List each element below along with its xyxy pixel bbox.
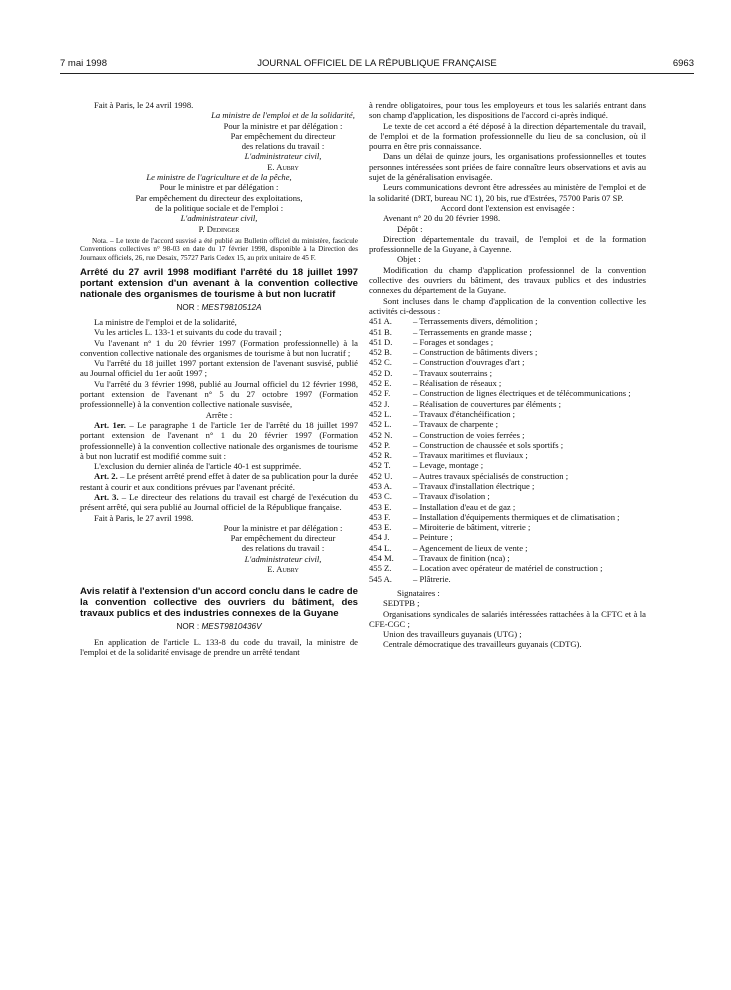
activity-item — [369, 337, 646, 347]
activity-code: 452 D. — [369, 367, 393, 378]
sig-line: L'administrateur civil, — [244, 553, 322, 564]
activity-code: 452 P. — [369, 439, 391, 450]
article-1 — [80, 420, 358, 461]
activity-label: – Agencement de lieux de vente ; — [413, 542, 528, 553]
activity-label: – Travaux d'étanchéification ; — [413, 408, 516, 419]
activity-item — [369, 430, 646, 440]
activity-item — [369, 512, 646, 522]
signature-block-2 — [80, 172, 358, 234]
signatory: Centrale démocratique des travailleurs guyanais (CDTG). — [383, 639, 582, 650]
paragraph: Vu l'arrêté du 18 juillet 1997 portant extension de l'avenant susvisé, publié au Journal officiel du 1er août 1997 ; — [80, 358, 358, 379]
activity-code: 452 R. — [369, 450, 392, 461]
article-3 — [80, 492, 358, 513]
article-text: – Le directeur des relations du travail est chargé de l'exécution du présent arrêté, qui sera publié au Journal officiel de la République française. — [80, 491, 358, 513]
nor-reference-1 — [80, 303, 358, 313]
signatory: SEDTPB ; — [383, 598, 420, 609]
article-label: Art. 2. — [94, 471, 118, 482]
activity-label: – Construction de chaussée et sols sportifs ; — [413, 439, 564, 450]
activity-item — [369, 347, 646, 357]
nota: Nota. – Le texte de l'accord susvisé a été publié au Bulletin officiel du ministère, fascicule Conventions collectives n° 98-03 en date du 17 février 1998, disponible à la Direction des Journaux officiels, 26, rue Desaix, 75727 Paris Cedex 15, au prix unitaire de 45 F. — [80, 236, 358, 263]
activity-item — [369, 327, 646, 337]
activity-label: – Travaux de charpente ; — [413, 419, 498, 430]
article-1-b: L'exclusion du dernier alinéa de l'article 40-1 est supprimée. — [94, 461, 302, 472]
activity-label: – Levage, montage ; — [413, 460, 484, 471]
depot-value: Direction départementale du travail, de l'emploi et de la formation professionnelle de la Guyane, à Cayenne. — [369, 233, 646, 255]
arrete-heading: Arrête : — [205, 409, 233, 420]
activity-label: – Miroiterie de bâtiment, vitrerie ; — [413, 522, 531, 533]
nor-label: NOR : — [176, 622, 200, 632]
activity-code: 452 L. — [369, 408, 392, 419]
sig-line: Le ministre de l'agriculture et de la pêche, — [146, 172, 292, 183]
paragraph: Dans un délai de quinze jours, les organisations professionnelles et toutes personnes intéressées sont priées de faire connaître leurs observations et avis au sujet de la généralisation envisagée. — [369, 151, 646, 183]
sig-line: de la politique sociale et de l'emploi : — [154, 202, 284, 213]
activity-code: 452 L. — [369, 419, 392, 430]
sig-line: L'administrateur civil, — [244, 151, 322, 162]
activity-label: – Travaux de finition (nca) ; — [413, 553, 510, 564]
activity-code: 451 D. — [369, 336, 393, 347]
sig-line: Pour la ministre et par délégation : — [223, 120, 343, 131]
activity-item — [369, 522, 646, 532]
signatory: Organisations syndicales de salariés intéressées rattachées à la CFTC et à la CFE-CGC ; — [369, 608, 646, 629]
activity-label: – Réalisation de réseaux ; — [413, 378, 502, 389]
activity-item — [369, 553, 646, 563]
activity-label: – Travaux d'installation électrique ; — [413, 480, 535, 491]
activity-item — [369, 502, 646, 512]
nor-code: MEST9810436V — [201, 622, 262, 632]
paragraph: Le texte de cet accord a été déposé à la direction départementale du travail, de l'emploi et de la formation professionnelle du lieu de sa conclusion, où il pourra en être pris connaissance. — [369, 120, 646, 152]
activity-label: – Travaux souterrains ; — [413, 367, 493, 378]
activity-code: 451 B. — [369, 326, 392, 337]
activity-item — [369, 471, 646, 481]
signatory: Union des travailleurs guyanais (UTG) ; — [383, 629, 522, 640]
activity-code: 453 E. — [369, 522, 392, 533]
activity-code: 454 M. — [369, 553, 394, 564]
nor-code: MEST9810512A — [201, 302, 262, 312]
signataires-label: Signataires : — [397, 587, 440, 598]
objet-value: Modification du champ d'application professionnel de la convention collective des ouvriers du bâtiment, des travaux publics et des industries connexes du département de la Guyane. — [369, 264, 646, 296]
activity-item — [369, 460, 646, 470]
activity-item — [369, 368, 646, 378]
decree-title: Arrêté du 27 avril 1998 modifiant l'arrêté du 18 juillet 1997 portant extension d'un avenant à la convention collective nationale des organismes de tourisme à but non lucratif — [80, 266, 358, 300]
article-label: Art. 1er. — [94, 419, 126, 430]
page-header — [60, 58, 694, 72]
activity-code: 454 J. — [369, 532, 390, 543]
activity-code: 452 T. — [369, 460, 391, 471]
header-page-number: 6963 — [672, 58, 694, 69]
activity-item — [369, 378, 646, 388]
activity-item — [369, 563, 646, 573]
sig-line: des relations du travail : — [241, 141, 325, 152]
paragraph: Vu l'avenant n° 1 du 20 février 1997 (Formation professionnelle) à la convention collective nationale des organismes de tourisme à but non lucratif ; — [80, 337, 358, 358]
activity-label: – Installation d'équipements thermiques et de climatisation ; — [413, 511, 620, 522]
activity-item — [369, 450, 646, 460]
activity-item — [369, 419, 646, 429]
activity-code: 452 U. — [369, 470, 393, 481]
activity-label: – Réalisation de couvertures par éléments ; — [413, 398, 561, 409]
sig-line: La ministre de l'emploi et de la solidarité, — [211, 110, 355, 121]
activity-label: – Peinture ; — [413, 532, 453, 543]
activity-code: 454 L. — [369, 542, 392, 553]
activity-code: 452 N. — [369, 429, 393, 440]
sig-name: E. Aubry — [267, 161, 299, 172]
sig-line: Pour la ministre et par délégation : — [223, 522, 343, 533]
paragraph: Sont incluses dans le champ d'application de la convention collective les activités ci-dessous : — [369, 295, 646, 316]
activity-item — [369, 399, 646, 409]
activity-code: 452 E. — [369, 378, 392, 389]
activity-code: 452 F. — [369, 388, 391, 399]
activity-item — [369, 316, 646, 326]
activity-label: – Location avec opérateur de matériel de construction ; — [413, 563, 603, 574]
signature-block-3 — [80, 523, 358, 574]
activity-label: – Construction de bâtiments divers ; — [413, 347, 538, 358]
objet-label: Objet : — [397, 254, 421, 265]
signature-block-1 — [80, 110, 358, 172]
activity-label: – Travaux maritimes et fluviaux ; — [413, 450, 528, 461]
sig-line: Par empêchement du directeur — [230, 130, 336, 141]
sig-line: L'administrateur civil, — [180, 213, 258, 224]
activity-item — [369, 574, 646, 584]
activity-list — [369, 316, 646, 584]
activity-code: 452 J. — [369, 398, 390, 409]
activity-label: – Installation d'eau et de gaz ; — [413, 501, 516, 512]
activity-item — [369, 409, 646, 419]
paragraph: En application de l'article L. 133-8 du code du travail, la ministre de l'emploi et de la solidarité envisage de prendre un arrêté tendant — [80, 636, 358, 657]
activity-code: 451 A. — [369, 316, 392, 327]
activity-label: – Travaux d'isolation ; — [413, 491, 490, 502]
notice-title: Avis relatif à l'extension d'un accord conclu dans le cadre de la convention collective des ouvriers du bâtiment, des travaux publics et des industries connexes de la Guyane — [80, 586, 358, 620]
paragraph: à rendre obligatoires, pour tous les employeurs et tous les salariés entrant dans son champ d'application, les dispositions de l'accord ci-après indiqué. — [369, 100, 646, 121]
activity-item — [369, 357, 646, 367]
activity-code: 455 Z. — [369, 563, 392, 574]
paragraph: La ministre de l'emploi et de la solidarité, — [94, 316, 237, 327]
article-text: – Le paragraphe 1 de l'article 1er de l'arrêté du 18 juillet 1997 portant extension de l'avenant n° 1 du 20 février 1997 (Formation professionnelle) à la convention collective nationale des organismes de tourisme à but non lucratif est modifié comme suit : — [80, 419, 358, 461]
activity-label: – Construction de lignes électriques et de télécommunications ; — [413, 388, 631, 399]
article-label: Art. 3. — [94, 491, 119, 502]
sig-line: Par empêchement du directeur des exploitations, — [135, 192, 303, 203]
accord-value: Avenant n° 20 du 20 février 1998. — [383, 213, 501, 224]
header-journal-title: JOURNAL OFFICIEL DE LA RÉPUBLIQUE FRANÇAISE — [257, 58, 497, 69]
sig-line: des relations du travail : — [241, 543, 325, 554]
activity-code: 453 C. — [369, 491, 392, 502]
activity-code: 545 A. — [369, 573, 392, 584]
activity-code: 453 E. — [369, 501, 392, 512]
paragraph: Vu l'arrêté du 3 février 1998, publié au Journal officiel du 12 février 1998, portant extension de l'avenant n° 5 du 27 octobre 1997 (Formation professionnelle) à la convention collective nationale susvisée, — [80, 378, 358, 410]
activity-item — [369, 388, 646, 398]
activity-item — [369, 491, 646, 501]
sig-name: P. Dedinger — [198, 223, 240, 234]
activity-code: 452 C. — [369, 357, 392, 368]
paragraph: Leurs communications devront être adressées au ministère de l'emploi et de la solidarité (DRT, bureau NC 1), 20 bis, rue d'Estrées, 75700 Paris 07 SP. — [369, 182, 646, 203]
left-column — [80, 100, 358, 657]
place-date-1: Fait à Paris, le 24 avril 1998. — [94, 100, 194, 110]
sig-line: Par empêchement du directeur — [230, 533, 336, 544]
article-2 — [80, 471, 358, 492]
activity-label: – Construction de voies ferrées ; — [413, 429, 525, 440]
activity-item — [369, 543, 646, 553]
activity-label: – Autres travaux spécialisés de construction ; — [413, 470, 569, 481]
accord-label: Accord dont l'extension est envisagée : — [440, 202, 575, 213]
depot-label: Dépôt : — [397, 223, 423, 234]
activity-label: – Terrassements en grande masse ; — [413, 326, 532, 337]
activity-label: – Forages et sondages ; — [413, 336, 494, 347]
place-date-2: Fait à Paris, le 27 avril 1998. — [94, 512, 194, 523]
header-rule — [60, 73, 694, 74]
activity-item — [369, 481, 646, 491]
nor-label: NOR : — [176, 302, 200, 312]
header-date: 7 mai 1998 — [60, 58, 108, 69]
sig-name: E. Aubry — [267, 564, 299, 575]
activity-code: 453 F. — [369, 511, 391, 522]
activity-label: – Plâtrerie. — [413, 573, 451, 584]
activity-item — [369, 532, 646, 542]
sig-line: Pour le ministre et par délégation : — [159, 182, 279, 193]
activity-label: – Terrassements divers, démolition ; — [413, 316, 538, 327]
activity-code: 452 B. — [369, 347, 392, 358]
activity-item — [369, 440, 646, 450]
activity-code: 453 A. — [369, 480, 392, 491]
article-text: – Le présent arrêté prend effet à dater de sa publication pour la durée restant à courir et aux conditions prévues par l'avenant précité. — [80, 471, 359, 492]
activity-label: – Construction d'ouvrages d'art ; — [413, 357, 525, 368]
nor-reference-2 — [80, 622, 358, 632]
right-column — [369, 100, 646, 650]
paragraph: Vu les articles L. 133-1 et suivants du code du travail ; — [94, 327, 282, 338]
